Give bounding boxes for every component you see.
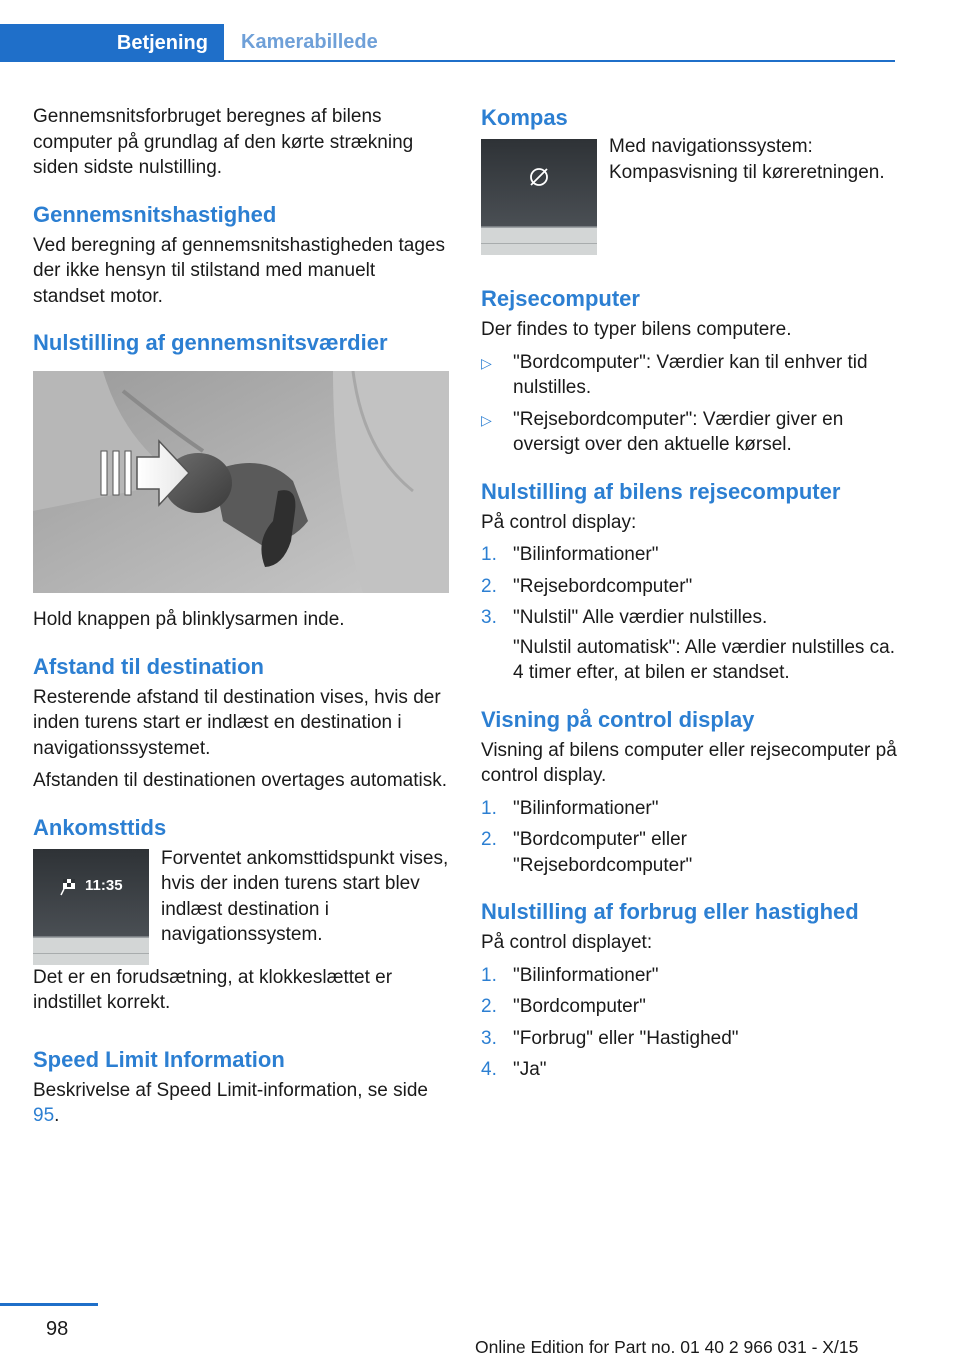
heading-avg-speed: Gennemsnitshastighed xyxy=(33,201,277,227)
list-item xyxy=(481,407,897,458)
list-item: 1. "Bilinformationer" xyxy=(481,963,897,989)
step-text: "Bilinformationer" xyxy=(513,964,659,986)
heading-reset-trip: Nulstilling af bilens rejsecomputer xyxy=(481,478,841,504)
list-item: 1. "Bilinformationer" xyxy=(481,542,897,568)
speed-limit-text xyxy=(33,1078,449,1129)
compass-block xyxy=(481,136,897,255)
heading-reset-avg: Nulstilling af gennemsnitsværdier xyxy=(33,330,388,355)
step-text: "Rejsebordcomputer" xyxy=(513,575,693,597)
list-item xyxy=(481,350,897,401)
heading-compass: Kompas xyxy=(481,105,568,130)
tab-betjening[interactable]: Betjening xyxy=(0,24,224,62)
heading-reset-consumption: Nulstilling af forbrug eller hastighed xyxy=(481,899,859,924)
list-item: 3. "Nulstil" Alle værdier nulstilles. xyxy=(481,605,897,631)
arrival-block xyxy=(33,846,449,965)
heading-arrival: Ankomsttids xyxy=(33,814,167,840)
turn-signal-lever-photo xyxy=(33,371,449,593)
step-text: "Bordcomputer" xyxy=(513,996,646,1017)
reset-trip-text: På control display: xyxy=(481,511,637,533)
reset-avg-caption: Hold knappen på blinklysarmen inde. xyxy=(33,609,345,630)
step-text: "Bilinformationer" xyxy=(513,797,659,819)
display-view-text: Visning af bilens computer eller rejsecomputer på control display. xyxy=(481,739,897,786)
arrival-text-1: Forventet ankomsttidspunkt vises, hvis der inden turens start blev indlæst destination i navigationssystem. xyxy=(161,847,449,945)
list-item: 3. "Forbrug" eller "Hastighed" xyxy=(481,1026,897,1052)
arrival-time-value: 11:35 xyxy=(85,876,123,894)
step-text: "Forbrug" eller "Hastighed" xyxy=(513,1027,739,1049)
speed-limit-page-link[interactable]: 95 xyxy=(33,1105,55,1126)
avg-speed-text: Ved beregning af gennemsnitshastigheden tages der ikke hensyn til stilstand med manuelt standset motor. xyxy=(33,234,445,307)
compass-text: Med navigationssystem: Kompasvisning til køreretningen. xyxy=(609,136,885,183)
trip-computer-text: Der findes to typer bilens computere. xyxy=(481,319,792,340)
distance-text-2: Afstanden til destinationen overtages automatisk. xyxy=(33,770,448,791)
intro-paragraph: Gennemsnitsforbruget beregnes af bilens computer på grundlag af den kørte strækning siden sidste nulstilling. xyxy=(33,106,414,178)
list-item-text: "Rejsebordcomputer": Værdier giver en oversigt over den aktuelle kørsel. xyxy=(513,408,844,455)
arrival-time-display xyxy=(33,849,149,965)
heading-speed-limit: Speed Limit Information xyxy=(33,1046,285,1072)
trip-computer-list xyxy=(481,350,897,458)
list-item-text: "Bordcomputer": Værdier kan til enhver tid nulstilles. xyxy=(513,351,868,398)
arrival-text-wrap xyxy=(161,846,449,965)
arrival-text-2: Det er en forudsætning, at klokkeslættet er indstillet korrekt. xyxy=(33,966,393,1013)
step-text: "Nulstil" Alle værdier nulstilles. xyxy=(513,607,768,628)
edition-footer: Online Edition for Part no. 01 40 2 966 031 - X/15 xyxy=(475,1337,859,1357)
compass-text-wrap xyxy=(609,136,897,255)
list-item: 2. "Bordcomputer" eller "Rejsebordcomputer" xyxy=(481,827,897,878)
reset-consumption-text: På control displayet: xyxy=(481,932,653,953)
right-column xyxy=(481,104,897,1089)
triangle-bullet-icon: ▷ xyxy=(481,411,492,428)
step-text: "Bilinformationer" xyxy=(513,544,659,565)
left-column xyxy=(33,104,449,1136)
tab-underline xyxy=(0,60,895,62)
speed-limit-text-before: Beskrivelse af Speed Limit-information, se side xyxy=(33,1079,428,1101)
reset-consumption-steps xyxy=(481,963,897,1083)
page-number: 98 xyxy=(46,1318,69,1340)
list-item: 2. "Rejsebordcomputer" xyxy=(481,574,897,600)
triangle-bullet-icon: ▷ xyxy=(481,354,492,371)
chapter-tab-bar xyxy=(0,24,895,62)
footer-accent-line xyxy=(0,1303,98,1306)
heading-distance: Afstand til destination xyxy=(33,653,264,679)
step-text: "Bordcomputer" eller "Rejsebordcomputer" xyxy=(513,829,693,876)
display-view-steps xyxy=(481,796,897,879)
distance-text-1: Resterende afstand til destination vises, hvis der inden turens start er indlæst en destination i navigationssystemet. xyxy=(33,686,441,759)
list-item: 1. "Bilinformationer" xyxy=(481,796,897,822)
heading-display-view: Visning på control display xyxy=(481,706,755,732)
tab-kamerabillede[interactable]: Kamerabillede xyxy=(241,31,378,53)
list-item: 4. "Ja" xyxy=(481,1057,897,1083)
compass-display xyxy=(481,139,597,255)
speed-limit-text-after: . xyxy=(54,1105,60,1126)
reset-trip-note: "Nulstil automatisk": Alle værdier nulstilles ca. 4 timer efter, at bilen er standset. xyxy=(513,636,896,683)
heading-trip-computer: Rejsecomputer xyxy=(481,286,640,311)
reset-trip-steps xyxy=(481,542,897,631)
step-text: "Ja" xyxy=(513,1059,547,1080)
list-item: 2. "Bordcomputer" xyxy=(481,994,897,1020)
